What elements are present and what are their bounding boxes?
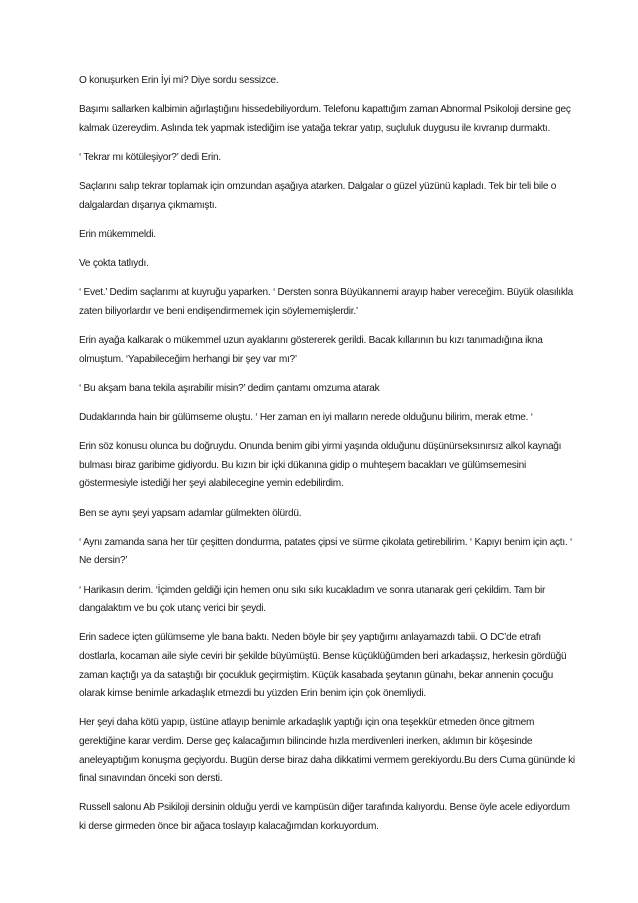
paragraph: Russell salonu Ab Psikiloji dersinin olduğu yerdi ve kampüsün diğer tarafında kalıyordu. Bense öyle acele ediyordum ki derse girmeden önce bir ağaca toslayıp kalacağımdan korkuyordum. [79, 802, 570, 832]
paragraph: Saçlarını salıp tekrar toplamak için omzundan aşağıya atarken. Dalgalar o güzel yüzünü kapladı. Tek bir teli bile o dalgalardan dışarıya çıkmamıştı. [79, 181, 557, 211]
paragraph: ‘ Harikasın derim. ‘İçimden geldiği için hemen onu sıkı sıkı kucakladım ve sonra utanarak geri çekildim. Tam bir dangalaktım ve bu çok utanç verici bir şeydi. [79, 584, 546, 615]
paragraph: ‘ Aynı zamanda sana her tür çeşitten dondurma, patates çipsi ve sürme çikolata getirebilirim. ‘ Kapıyı benim için açtı. ‘ Ne dersin?’ [79, 536, 573, 567]
paragraph: Başımı sallarken kalbimin ağırlaştığını hissedebiliyordum. Telefonu kapattığım zaman Abnormal Psikoloji dersine geç kalmak üzereydim. Aslında tek yapmak istediğim ise yatağa tekrar yatıp, suçluluk duygusu ile kıvranıp durmaktı. [79, 104, 571, 134]
paragraph: Ve çokta tatlıydı. [79, 258, 149, 270]
paragraph: ‘ Evet.’ Dedim saçlarımı at kuyruğu yaparken. ‘ Dersten sonra Büyükannemi arayıp haber vereceğim. Büyük olasılıkla zaten biliyorlardır ve beni endişendirmemek için söylememişlerdir.’ [79, 287, 573, 317]
paragraph: Erin mükemmeldi. [79, 228, 156, 240]
paragraph: Ben se aynı şeyi yapsam adamlar gülmekten ölürdü. [79, 507, 302, 519]
paragraph: ‘ Tekrar mı kötüleşiyor?’ dedi Erin. [79, 151, 221, 163]
paragraph: O konuşurken Erin İyi mi? Diye sordu sessizce. [79, 75, 279, 86]
paragraph: Erin ayağa kalkarak o mükemmel uzun ayaklarını göstererek gerildi. Bacak kıllarının bu kızı tanımadığına ikna olmuştum. ‘Yapabileceğim herhangi bir şey var mı?’ [79, 335, 543, 365]
paragraph: Dudaklarında hain bir gülümseme oluştu. ‘ Her zaman en iyi malların nerede olduğunu bilirim, merak etme. ‘ [79, 412, 533, 424]
paragraph: Her şeyi daha kötü yapıp, üstüne atlayıp benimle arkadaşlık yaptığı için ona teşekkür etmeden önce gitmem gerektiğine karar verdim. Derse geç kalacağımın bilincinde hızla merdivenleri inerken, aklımın bir köşesinde aneleyaptığım konuşma geçiyordu. Bugün derse biraz daha dikkatimi vermem gerekiyordu.Bu ders Cuma gününde ki final sınavından önceki son dersti. [79, 717, 575, 785]
paragraph: Erin söz konusu olunca bu doğruydu. Onunda benim gibi yirmi yaşında olduğunu düşünürseksınırsız alkol kaynağı bulması biraz garibime gidiyordu. Bu kızın bir içki dükanına gidip o muhteşem bacakları ve gülümsemesini göstermesiyle istediği her şeyi alabilecegine yemin edebilirdim. [79, 441, 562, 490]
paragraph: ‘ Bu akşam bana tekila aşırabilir misin?’ dedim çantamı omzuma atarak [79, 382, 380, 394]
paragraph: Erin sadece içten gülümseme yle bana baktı. Neden böyle bir şey yaptığımı anlayamazdı tabii. O DC’de etrafı dostlarla, kocaman aile siyle ceviri bir şekilde büyümüştü. Bense küçüklüğümden beri arkadaşsız, herkesin gördüğü zaman kaçtığı ya da sataştığı bir çocukluk geçirmiştim. Küçük kasabada şeytanın günahı, bekar annenin çocuğu olarak kimse benimle arkadaşlık etmezdi bu yüzden Erin benim için çok önemliydi. [79, 632, 567, 700]
